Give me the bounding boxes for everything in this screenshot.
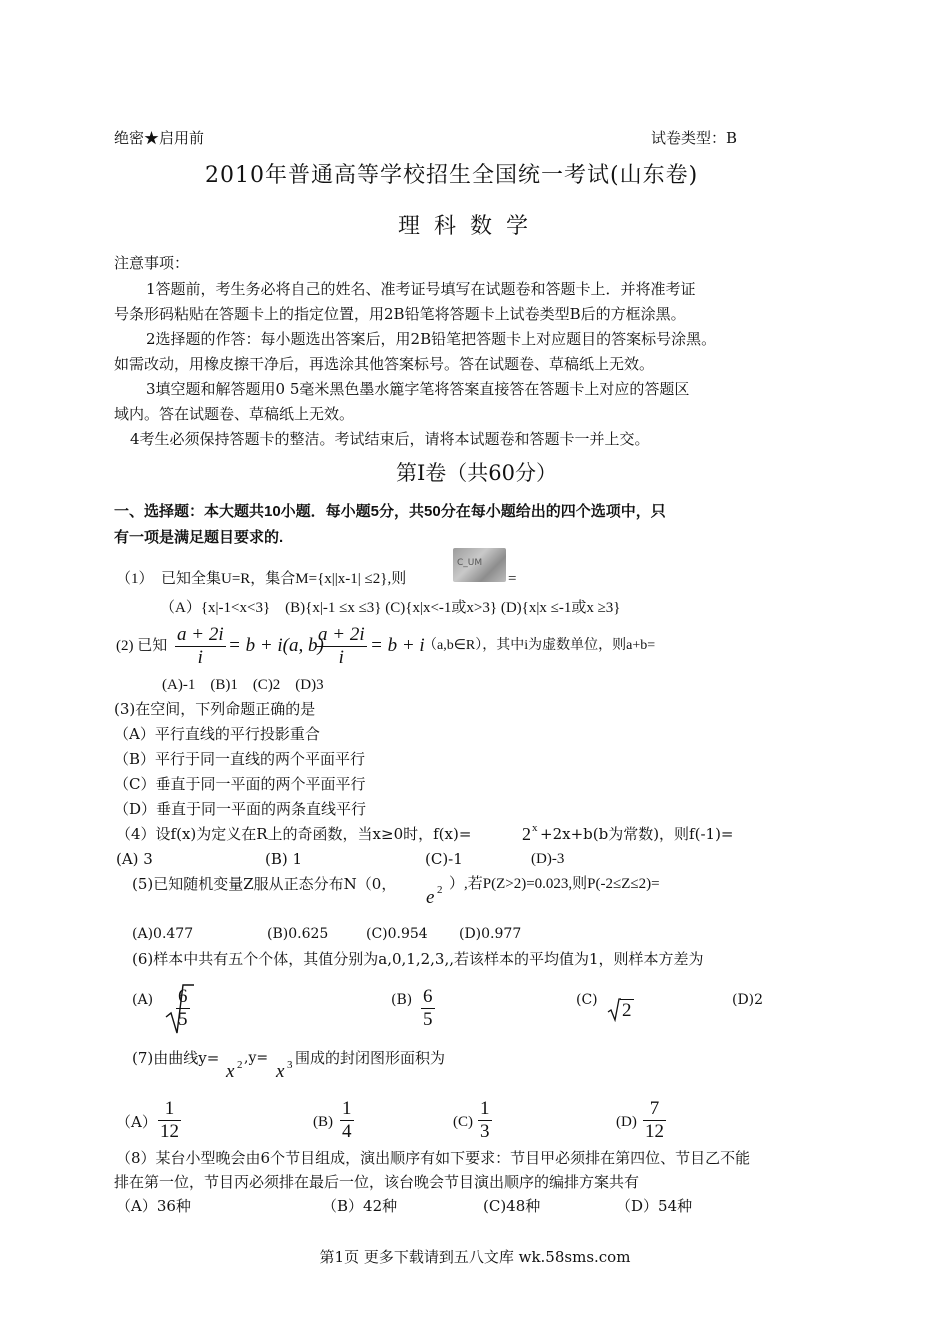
q6-option-c-label: (C)	[576, 992, 598, 1008]
q7-stem-b: 围成的封闭图形面积为	[295, 1049, 446, 1067]
notice-item-3a: 3填空题和解答题用0 5毫米黑色墨水簏字笔将答案直接答在答题卡上对应的答题区	[146, 380, 690, 398]
notice-item-1b: 号条形码粘贴在答题卡上的指定位置，用2B铅笔将答题卡上试卷类型B后的方框涂黑。	[114, 305, 686, 323]
q7-x2: x	[276, 1061, 285, 1082]
q8-option-d: （D）54种	[616, 1197, 693, 1215]
q4-base: 2	[522, 824, 531, 844]
q4-option-b: (B) 1	[265, 850, 303, 868]
q7-power-2: 3	[287, 1059, 293, 1071]
q8-option-c: (C)48种	[483, 1197, 541, 1215]
q7-option-b-fraction: $\frac{1}{4}$	[342, 1098, 352, 1142]
q2-fraction-1: $\frac{a + 2i}{i}$	[177, 624, 224, 668]
exam-title: 2010年普通高等学校招生全国统一考试(山东卷)	[205, 163, 699, 188]
header-confidential: 绝密★启用前	[114, 129, 205, 147]
q7-option-c-label: (C)	[453, 1114, 473, 1130]
q1-formula-image: C_UM	[453, 548, 506, 582]
q5-e: e	[426, 887, 435, 908]
page-footer: 第1页 更多下载请到五八文库 wk.58sms.com	[319, 1248, 631, 1266]
q7-power-1: 2	[237, 1059, 243, 1071]
q3-option-c: （C）垂直于同一平面的两个平面平行	[114, 775, 366, 793]
q2-tail-text: （a,b∈R），其中i为虚数单位，则a+b=	[423, 638, 656, 653]
q2-options: (A)-1 (B)1 (C)2 (D)3	[162, 677, 324, 693]
q7-option-c-fraction: $\frac{1}{3}$	[480, 1098, 490, 1142]
q3-stem: (3)在空间，下列命题正确的是	[114, 700, 316, 718]
q1-options: （A）{x|-1<x<3} (B){x|-1 ≤x ≤3} (C){x|x<-1或x>3} (D){x|x ≤-1或x ≥3}	[160, 600, 621, 616]
section-heading-b: 有一项是满足题目要求的.	[114, 529, 284, 546]
notice-item-3b: 域内。答在试题卷、草稿纸上无效。	[114, 405, 355, 423]
notice-item-2b: 如需改动，用橡皮擦干净后，再选涂其他答案标号。答在试题卷、草稿纸上无效。	[114, 355, 655, 373]
q1-stem: （1） 已知全集U=R，集合M={x||x-1| ≤2},则	[116, 571, 407, 587]
q8-option-b: （B）42种	[322, 1197, 398, 1215]
q8-stem-b: 排在第一位，节目丙必须排在最后一位，该台晚会节目演出顺序的编排方案共有	[114, 1173, 640, 1191]
q6-option-c-radical	[607, 998, 621, 1022]
q6-option-b-fraction: $\frac{6}{5}$	[423, 986, 433, 1030]
q5-stem-a: (5)已知随机变量Z服从正态分布N（0，	[132, 875, 397, 893]
q2-fraction-2: $\frac{a + 2i}{i}$	[318, 624, 365, 668]
q2-middle: = b + i(a, b)	[228, 635, 324, 656]
q6-option-a-label: (A)	[132, 992, 154, 1008]
q6-option-a-fraction: $\frac{6}{5}$	[178, 986, 188, 1030]
q2-label: (2) 已知	[116, 638, 168, 654]
q7-option-a-fraction: $\frac{1}{12}$	[160, 1098, 179, 1142]
q7-option-b-label: (B)	[313, 1114, 333, 1130]
q8-option-a: （A）36种	[116, 1197, 191, 1215]
q5-option-a: (A)0.477	[132, 926, 194, 942]
q1-equals: =	[508, 571, 517, 587]
notice-item-1a: 1答题前，考生务必将自己的姓名、准考证号填写在试题卷和答题卡上．并将准考证	[146, 280, 696, 298]
q7-option-a-label: （A）	[116, 1113, 157, 1131]
q7-option-d-label: (D)	[616, 1114, 637, 1130]
notice-item-2a: 2选择题的作答：每小题选出答案后，用2B铅笔把答题卡上对应题目的答案标号涂黑。	[146, 330, 717, 348]
notice-heading: 注意事项：	[114, 254, 190, 272]
q7-mid: ,y=	[244, 1050, 269, 1066]
q4-option-d: (D)-3	[531, 851, 565, 867]
q7-option-d-fraction: $\frac{7}{12}$	[645, 1098, 664, 1142]
q2-tail-math: = b + i	[370, 635, 425, 656]
q6-option-b-label: (B)	[391, 992, 413, 1008]
subject-title: 理科数学	[398, 214, 543, 239]
q4-stem-b: +2x+b(b为常数)，则f(-1)=	[540, 825, 734, 843]
q6-stem: (6)样本中共有五个个体，其值分别为a,0,1,2,3,,若该样本的平均值为1，则样本方差为	[132, 950, 704, 968]
q5-stem-b: ）,若P(Z>2)=0.023,则P(-2≤Z≤2)=	[449, 876, 660, 892]
q5-exponent: 2	[437, 884, 443, 896]
part1-title: 第Ⅰ卷（共60分）	[396, 461, 558, 485]
q5-option-d: (D)0.977	[459, 926, 522, 942]
q5-option-b: (B)0.625	[267, 926, 329, 942]
notice-item-4: 4考生必须保持答题卡的整洁。考试结束后，请将本试题卷和答题卡一并上交。	[130, 430, 650, 448]
q6-option-d: (D)2	[732, 992, 764, 1008]
q4-option-a: (A) 3	[116, 850, 153, 868]
q3-option-d: （D）垂直于同一平面的两条直线平行	[114, 800, 367, 818]
q5-option-c: (C)0.954	[366, 926, 428, 942]
q3-option-b: （B）平行于同一直线的两个平面平行	[114, 750, 366, 768]
q4-option-c: (C)-1	[425, 850, 463, 868]
q4-exponent: x	[532, 822, 538, 834]
q7-x1: x	[226, 1061, 235, 1082]
q4-stem-a: （4）设f(x)为定义在R上的奇函数，当x≥0时，f(x)=	[116, 825, 472, 843]
header-paper-type: 试卷类型：B	[651, 129, 738, 147]
q6-option-c-value: 2	[622, 1000, 632, 1021]
section-heading-a: 一、选择题：本大题共10小题．每小题5分，共50分在每小题给出的四个选项中，只	[114, 503, 666, 520]
q7-stem-a: (7)由曲线y=	[132, 1049, 220, 1067]
q3-option-a: （A）平行直线的平行投影重合	[114, 725, 320, 743]
q8-stem-a: （8）某台小型晚会由6个节目组成，演出顺序有如下要求：节目甲必须排在第四位、节目乙不能	[116, 1149, 751, 1167]
